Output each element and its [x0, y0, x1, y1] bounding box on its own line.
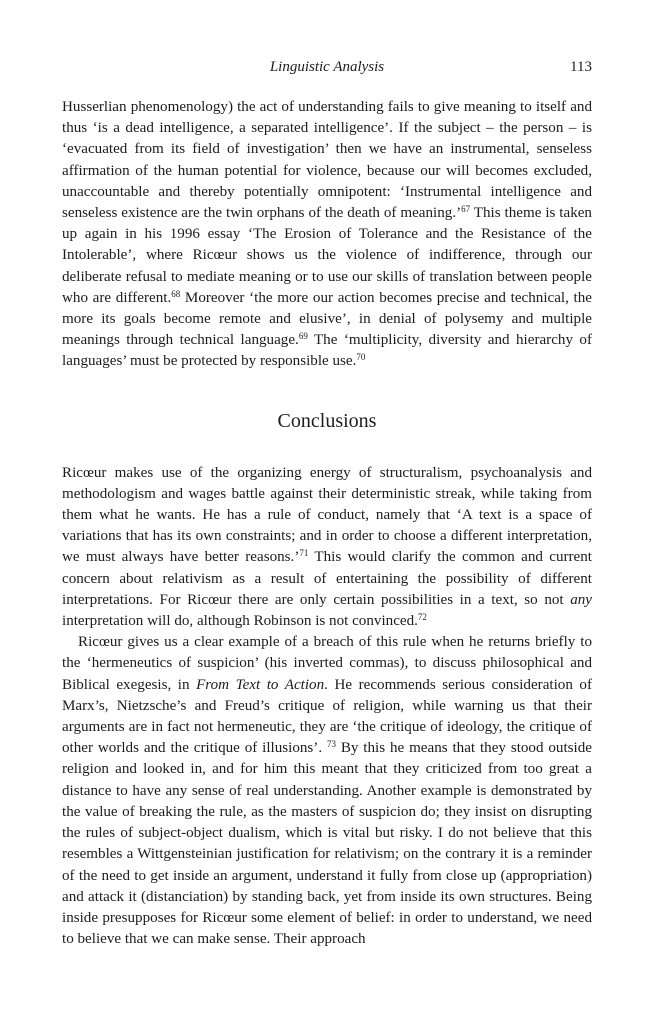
text-run: Husserlian phenomenology) the act of understanding fails to give meaning to itself and thus ‘is a dead intelligence, a separated intelligence’. If the subject – the person – is ‘evacuated from its field of investigation’ then we have an instrumental, senseless affirmation of the human potential for violence, because our will becomes excluded, unaccountable and thereby potentially omnipotent: ‘Instrumental intelligence and senseless existence are the twin orphans of the death of meaning.’: [62, 99, 592, 222]
running-head: [62, 56, 592, 78]
text-run: This would clarify the common and current concern about relativism as a result of entertaining the possibility of different interpretations. For Ricœur there are only certain possibilities in a text, so not: [62, 549, 592, 608]
footnote-ref: 71: [299, 548, 309, 559]
italic-text: From Text to Action: [196, 676, 325, 693]
italic-text: any: [570, 591, 592, 608]
footnote-ref: 69: [298, 331, 308, 342]
section-heading: Conclusions: [277, 409, 377, 432]
text-run: Ricœur gives us a clear example of a breach of this rule when he returns briefly to the ‘hermeneutics of suspicion’ (his inverted commas), to discuss philosophical and Biblical exegesis, in: [62, 634, 592, 693]
footnote-ref: 70: [356, 352, 366, 363]
footnote-ref: 73: [326, 739, 336, 750]
paragraph-conclusions-1: [62, 463, 592, 633]
text-run: By this he means that they stood outside religion and looked in, and for him this meant that they criticized from too great a distance to have any sense of real understanding. Another example is demonstrated by the value of breaking the rule, as the masters of suspicion do; they insist on disrupting the rules of subject-object dualism, which is vital but risky. I do not believe that this resembles a Wittgensteinian justification for relativism; on the contrary it is a reminder of the need to get inside an argument, understand it fully from close up (appropriation) and attack it (distanciation) by standing back, yet from inside its own structures. Being inside presupposes for Ricœur some element of belief: in order to understand, we need to believe that we can make sense. Their approach: [62, 740, 592, 948]
paragraph-continued: [62, 97, 592, 373]
text-run: interpretation will do, although Robinson is not convinced.: [62, 613, 418, 630]
book-page: [62, 56, 592, 950]
running-title: Linguistic Analysis: [269, 59, 385, 75]
footnote-ref: 67: [461, 204, 471, 215]
text-run: . He recommends serious consideration of Marx’s, Nietzsche’s and Freud’s critique of religion, while warning us that their arguments are in fact not hermeneutic, they are ‘the critique of ideology, the critique of other worlds and the critique of illusions’.: [62, 676, 592, 757]
text-run: Ricœur makes use of the organizing energy of structuralism, psychoanalysis and methodologism and wages battle against their deterministic streak, while taking from them what he wants. He has a rule of conduct, namely that ‘A text is a space of variations that has its own constraints; and in order to choose a different interpretation, we must always have better reasons.’: [62, 464, 592, 566]
footnote-ref: 72: [417, 612, 427, 623]
text-run: Moreover ‘the more our action becomes precise and technical, the more its goals become remote and elusive’, in denial of polysemy and multiple meanings through technical language.: [62, 289, 592, 349]
page-number: 113: [570, 59, 592, 75]
text-run: This theme is taken up again in his 1996 essay ‘The Erosion of Tolerance and the Resistance of the Intolerable’, where Ricœur shows us the violence of indifference, through our deliberate refusal to mediate meaning or to use our skills of translation between people who are different.: [62, 205, 592, 306]
footnote-ref: 68: [171, 288, 181, 299]
paragraph-conclusions-2: [62, 632, 592, 950]
text-run: The ‘multiplicity, diversity and hierarchy of languages’ must be protected by responsible use.: [62, 332, 592, 370]
